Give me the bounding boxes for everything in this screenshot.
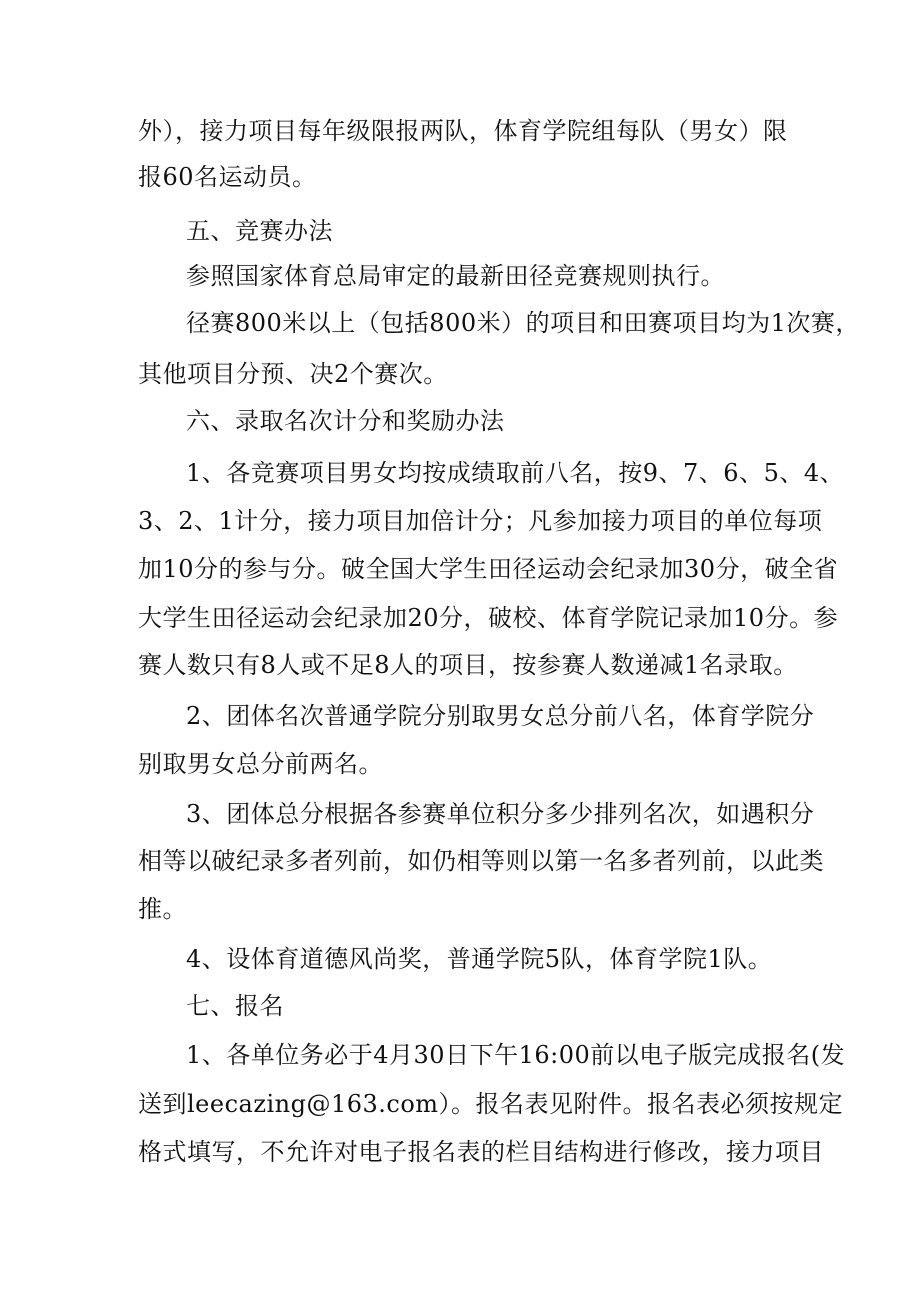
text-line: 加10分的参与分。破全国大学生田径运动会纪录加30分，破全省 [138,555,839,583]
section-heading: 六、录取名次计分和奖励办法 [186,407,505,435]
text-line: 其他项目分预、决2个赛次。 [138,360,448,388]
text-line: 赛人数只有8人或不足8人的项目，按参赛人数递减1名录取。 [138,651,798,679]
section-heading: 五、竞赛办法 [186,217,333,245]
text-line: 推。 [138,895,187,923]
text-line: 相等以破纪录多者列前，如仍相等则以第一名多者列前，以此类 [138,847,824,875]
text-line: 外），接力项目每年级限报两队，体育学院组每队（男女）限 [138,117,788,145]
text-line: 大学生田径运动会纪录加20分，破校、体育学院记录加10分。参 [138,604,839,632]
text-line: 3、团体总分根据各参赛单位积分多少排列名次，如遇积分 [186,800,815,828]
text-line: 1、各单位务必于4月30日下午16:00前以电子版完成报名(发 [186,1041,846,1069]
text-line: 径赛800米以上（包括800米）的项目和田赛项目均为1次赛， [186,309,860,337]
section-heading: 七、报名 [186,992,284,1020]
text-line: 报60名运动员。 [138,163,317,191]
text-line: 格式填写，不允许对电子报名表的栏目结构进行修改，接力项目 [138,1138,824,1166]
text-line: 3、2、1计分，接力项目加倍计分；凡参加接力项目的单位每项 [138,507,823,535]
text-line: 2、团体名次普通学院分别取男女总分前八名，体育学院分 [186,702,815,730]
text-line: 4、设体育道德风尚奖，普通学院5队，体育学院1队。 [186,945,773,973]
text-line: 别取男女总分前两名。 [138,750,383,778]
text-line: 送到leecazing@163.com）。报名表见附件。报名表必须按规定 [138,1090,844,1118]
text-line: 参照国家体育总局审定的最新田径竞赛规则执行。 [186,262,725,290]
text-line: 1、各竞赛项目男女均按成绩取前八名，按9、7、6、5、4、 [186,459,845,487]
